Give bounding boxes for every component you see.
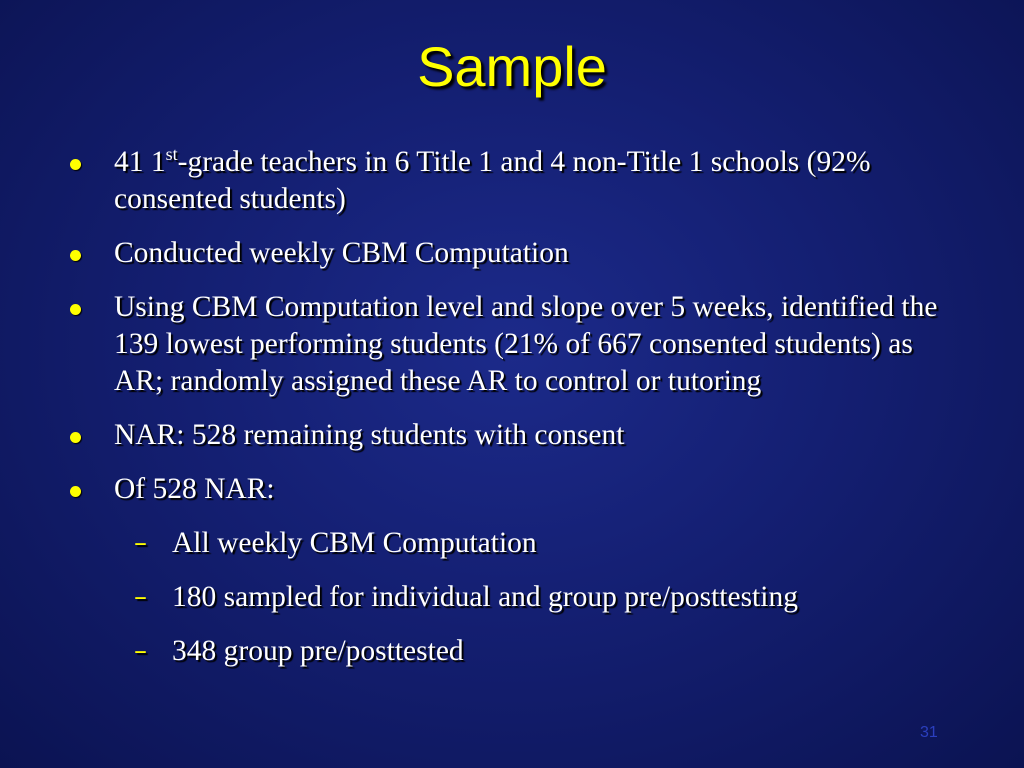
slide-title: Sample bbox=[417, 35, 607, 98]
bullet-dot-icon bbox=[70, 304, 81, 315]
dash-marker-icon: – bbox=[134, 582, 147, 612]
sub-bullet-item-348-group bbox=[66, 633, 946, 670]
bullet-dot-icon bbox=[70, 159, 81, 170]
ordinal-superscript: st bbox=[165, 144, 178, 164]
bullet-text-weekly-cbm: Conducted weekly CBM Computation bbox=[114, 237, 569, 269]
bullet-item-teachers bbox=[66, 144, 946, 218]
bullet-text-nar-remaining: NAR: 528 remaining students with consent bbox=[114, 419, 625, 451]
bullet-text-of-528-nar: Of 528 NAR: bbox=[114, 473, 275, 505]
bullet-dot-icon bbox=[70, 486, 81, 497]
sub-bullet-item-180-sampled bbox=[66, 579, 946, 616]
bullet-item-identification bbox=[66, 289, 946, 400]
page-number: 31 bbox=[920, 724, 938, 741]
bullet-item-of-528-nar bbox=[66, 471, 946, 508]
bullet-list bbox=[66, 144, 946, 687]
dash-marker-icon: – bbox=[134, 636, 147, 666]
sub-bullet-text-348-group: 348 group pre/posttested bbox=[172, 635, 464, 667]
bullet-item-weekly-cbm bbox=[66, 235, 946, 272]
sub-bullet-item-all-weekly bbox=[66, 525, 946, 562]
bullet-text-identification: Using CBM Computation level and slope over 5 weeks, identified the 139 lowest performing students (21% of 667 consented students) as AR; randomly assigned these AR to control or tutoring bbox=[114, 291, 938, 397]
sub-bullet-text-all-weekly: All weekly CBM Computation bbox=[172, 527, 537, 559]
dash-marker-icon: – bbox=[134, 528, 147, 558]
bullet-dot-icon bbox=[70, 250, 81, 261]
bullet-item-nar-remaining bbox=[66, 417, 946, 454]
bullet-text-teachers-pre: 41 1 bbox=[114, 146, 166, 178]
bullet-dot-icon bbox=[70, 432, 81, 443]
sub-bullet-text-180-sampled: 180 sampled for individual and group pre/posttesting bbox=[172, 581, 798, 613]
bullet-text-teachers-post: -grade teachers in 6 Title 1 and 4 non-Title 1 schools (92% consented students) bbox=[114, 146, 871, 215]
